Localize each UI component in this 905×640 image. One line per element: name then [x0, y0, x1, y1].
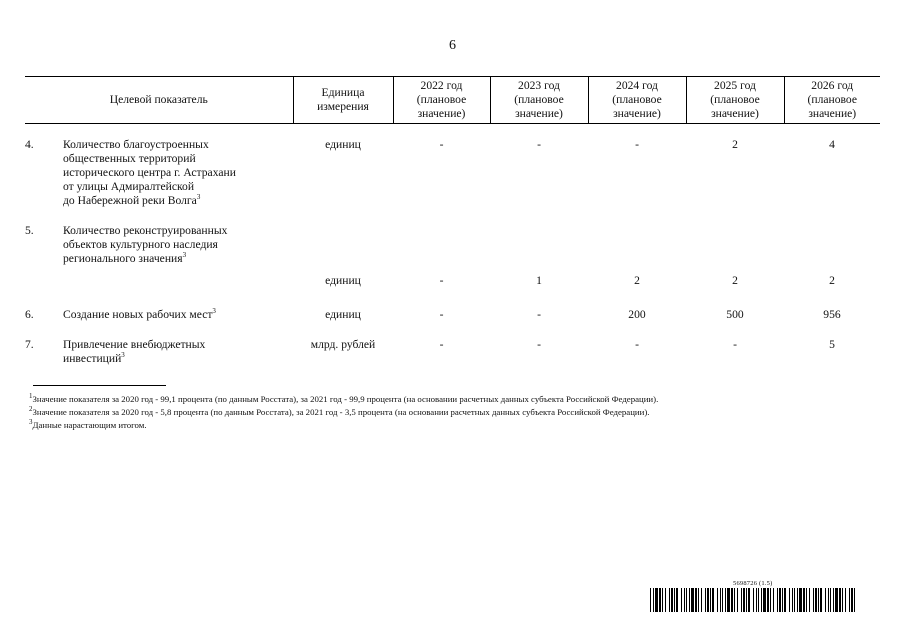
- indicator-name-text: регионального значения: [63, 252, 183, 265]
- header-year-2022: [393, 77, 490, 124]
- header-year-sub2: значение): [613, 107, 661, 120]
- footnote-ref: 3: [212, 307, 216, 316]
- row-value-2024: -: [635, 138, 639, 151]
- indicator-name-line: Количество реконструированных: [63, 224, 228, 237]
- header-year-sub1: (плановое: [807, 93, 857, 106]
- indicator-name-line: [63, 194, 293, 208]
- footnote-item: [29, 406, 658, 419]
- header-year-sub1: (плановое: [710, 93, 760, 106]
- row-unit: единиц: [325, 138, 361, 151]
- row-value-2024: 200: [628, 308, 646, 321]
- header-year-2024: [588, 77, 686, 124]
- row-value-2024: -: [635, 338, 639, 351]
- indicator-name-line: исторического центра г. Астрахани: [63, 166, 236, 179]
- header-unit: [293, 77, 393, 124]
- row-unit: млрд. рублей: [310, 338, 376, 351]
- barcode: [650, 588, 858, 612]
- row-value-2025: -: [733, 338, 737, 351]
- indicator-name-line: объектов культурного наследия: [63, 238, 218, 251]
- header-year-sub1: (плановое: [612, 93, 662, 106]
- row-value-2023: 1: [536, 274, 542, 287]
- row-indicator-name: [63, 308, 293, 338]
- indicator-name-line: от улицы Адмиралтейской: [63, 180, 195, 193]
- footnotes: [29, 393, 658, 432]
- row-indicator-name: [63, 338, 293, 378]
- row-number: 5.: [25, 224, 34, 237]
- row-unit: единиц: [325, 308, 361, 321]
- header-year-sub1: (плановое: [416, 93, 467, 106]
- indicators-table: [25, 76, 880, 378]
- row-value-2023: -: [537, 338, 541, 351]
- indicator-name-line: общественных территорий: [63, 152, 196, 165]
- indicator-name-line: [63, 308, 293, 322]
- header-year-2025: [686, 77, 784, 124]
- row-value-2025: 500: [726, 308, 744, 321]
- indicator-name-text: до Набережной реки Волга: [63, 194, 197, 207]
- barcode-number: 5698726 (1.5): [733, 580, 773, 587]
- footnote-ref: 3: [196, 193, 201, 202]
- header-indicator: Целевой показатель: [25, 77, 293, 124]
- footnote-ref: 3: [182, 251, 187, 260]
- footnote-mark: 2: [29, 405, 33, 414]
- footnote-mark: 1: [29, 392, 33, 401]
- row-indicator-name: [63, 224, 293, 288]
- row-value-2025: 2: [732, 274, 738, 287]
- row-number: 7.: [25, 338, 34, 351]
- header-year-label: 2024 год: [616, 79, 658, 92]
- header-unit-line2: измерения: [317, 100, 369, 113]
- indicator-name-line: [63, 252, 293, 266]
- row-value-2022: -: [439, 338, 444, 351]
- footnote-mark: 3: [29, 418, 33, 427]
- header-year-2023: [490, 77, 588, 124]
- header-year-label: 2023 год: [518, 79, 560, 92]
- header-year-sub2: значение): [711, 107, 759, 120]
- header-year-2026: [784, 77, 880, 124]
- footnote-text: Значение показателя за 2020 год - 5,8 процента (по данным Росстата), за 2021 год - 3,5 процента (на основании расчетных данных субъекта Российской Федерации).: [32, 407, 650, 417]
- header-year-sub2: значение): [808, 107, 857, 120]
- row-value-2024: 2: [634, 274, 640, 287]
- row-value-2023: -: [537, 308, 541, 321]
- row-value-2022: -: [439, 138, 444, 151]
- indicator-name-line: Количество благоустроенных: [63, 138, 209, 151]
- header-year-sub2: значение): [417, 107, 466, 120]
- row-value-2026: 2: [829, 274, 835, 287]
- row-value-2023: -: [537, 138, 541, 151]
- table-row: [25, 224, 880, 308]
- row-value-2026: 4: [829, 138, 835, 151]
- row-value-2022: -: [439, 274, 444, 287]
- row-indicator-name: [63, 138, 293, 224]
- row-number: 6.: [25, 308, 34, 321]
- row-unit: единиц: [325, 274, 361, 287]
- row-indicator-cell: [25, 138, 293, 224]
- page-number: 6: [449, 38, 456, 53]
- footnote-text: Значение показателя за 2020 год - 99,1 процента (по данным Росстата), за 2021 год - 99,9 процента (на основании расчетных данных субъекта Российской Федерации).: [32, 394, 659, 404]
- row-value-2026: 956: [823, 308, 841, 321]
- table-header-row: [25, 77, 880, 124]
- row-value-2026: 5: [829, 338, 835, 351]
- indicator-name-text: Создание новых рабочих мест: [63, 308, 213, 321]
- indicator-name-text: инвестиций: [63, 352, 122, 365]
- footnote-item: [29, 419, 658, 432]
- row-indicator-cell: [25, 338, 293, 378]
- header-year-label: 2026 год: [811, 79, 854, 92]
- row-indicator-cell: [25, 308, 293, 338]
- header-year-label: 2022 год: [420, 79, 463, 92]
- footnote-text: Данные нарастающим итогом.: [32, 420, 147, 430]
- table-row: [25, 308, 880, 338]
- row-number: 4.: [25, 138, 34, 151]
- row-indicator-cell: [25, 224, 293, 308]
- table-row: [25, 338, 880, 378]
- footnote-divider: [33, 385, 166, 386]
- table-row: [25, 138, 880, 224]
- header-year-label: 2025 год: [714, 79, 756, 92]
- footnote-ref: 3: [121, 351, 125, 360]
- indicator-name-line: Привлечение внебюджетных: [63, 338, 206, 351]
- footnote-item: [29, 393, 658, 406]
- row-value-2022: -: [439, 308, 444, 321]
- header-year-sub1: (плановое: [514, 93, 564, 106]
- header-unit-line1: Единица: [321, 86, 365, 99]
- header-year-sub2: значение): [515, 107, 563, 120]
- indicator-name-line: [63, 352, 293, 366]
- row-value-2025: 2: [732, 138, 738, 151]
